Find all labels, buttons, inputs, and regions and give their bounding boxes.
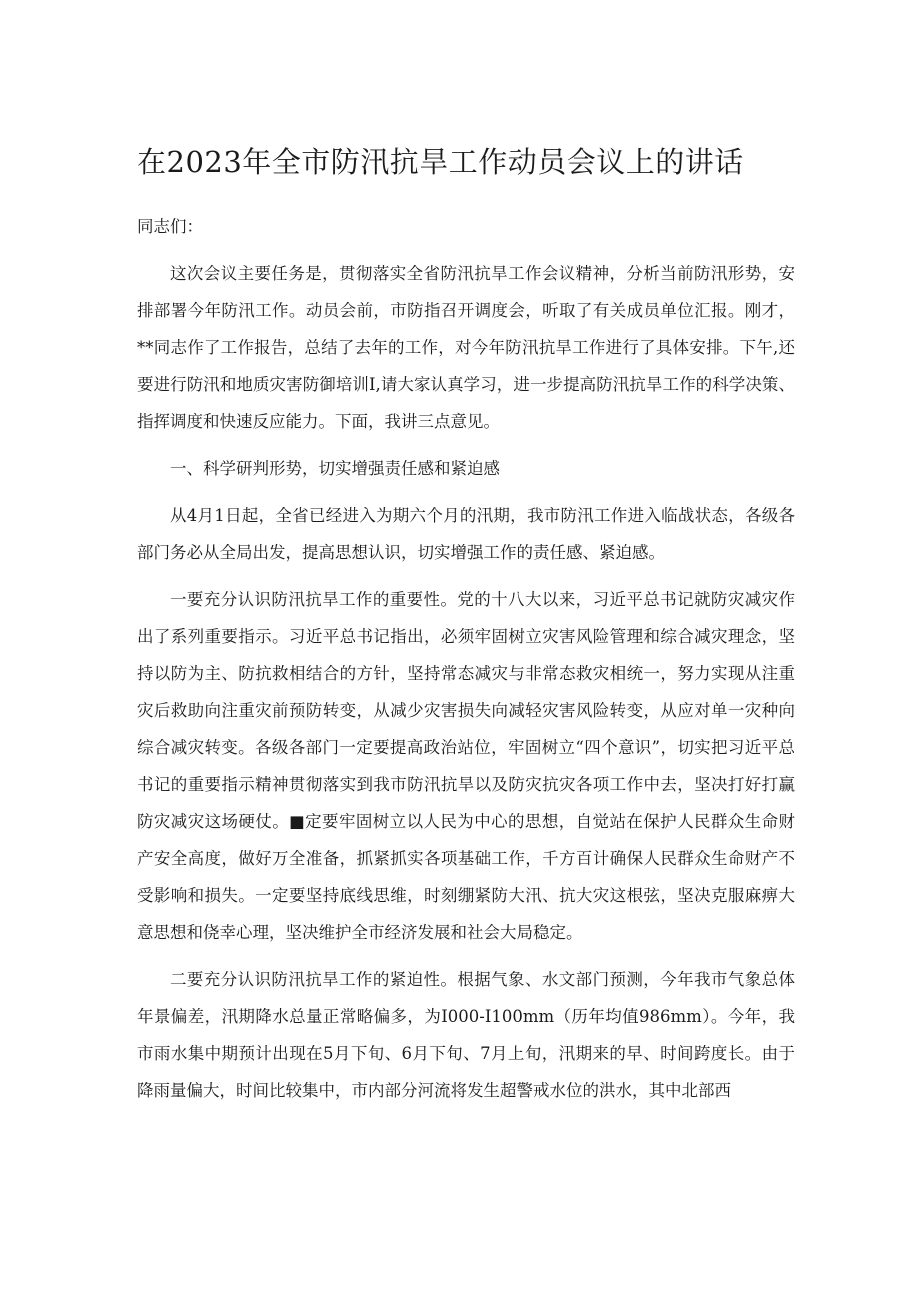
paragraph-urgency: 二要充分认识防汛抗旱工作的紧迫性。根据气象、水文部门预测，今年我市气象总体年景偏差，汛期降水总量正常略偏多，为I000-I100mm（历年均值986mm）。今年，我市雨水集中期预计出现在5月下旬、6月下旬、7月上旬，汛期来的早、时间跨度长。由于降雨量偏大，时间比较集中，市内部分河流将发生超警戒水位的洪水，其中北部西 [137, 970, 795, 1100]
paragraph-flood-season: 从4月1日起，全省已经进入为期六个月的汛期，我市防汛工作进入临战状态，各级各部门务必从全局出发，提高思想认识，切实增强工作的责任感、紧迫感。 [137, 506, 795, 562]
document-body [137, 208, 795, 1119]
document-title: 在2023年全市防汛抗旱工作动员会议上的讲话 [137, 145, 744, 179]
salutation: 同志们： [137, 217, 203, 236]
section-heading-1: 一、科学研判形势，切实增强责任感和紧迫感 [170, 459, 500, 478]
paragraph-intro: 这次会议主要任务是，贯彻落实全省防汛抗旱工作会议精神，分析当前防汛形势，安排部署今年防汛工作。动员会前，市防指召开调度会，听取了有关成员单位汇报。刚才，**同志作了工作报告，总结了去年的工作，对今年防汛抗旱工作进行了具体安排。下午,还要进行防汛和地质灾害防御培训I,请大家认真学习，进一步提高防汛抗旱工作的科学决策、指挥调度和快速反应能力。下面，我讲三点意见。 [137, 264, 795, 431]
paragraph-importance: 一要充分认识防汛抗旱工作的重要性。党的十八大以来，习近平总书记就防灾减灾作出了系列重要指示。习近平总书记指出，必须牢固树立灾害风险管理和综合减灾理念，坚持以防为主、防抗救相结合的方针，坚持常态减灾与非常态救灾相统一，努力实现从注重灾后救助向注重灾前预防转变，从减少灾害损失向减轻灾害风险转变，从应对单一灾种向综合减灾转变。各级各部门一定要提高政治站位，牢固树立“四个意识”，切实把习近平总书记的重要指示精神贯彻落实到我市防汛抗旱以及防灾抗灾各项工作中去，坚决打好打赢防灾减灾这场硬仗。■定要牢固树立以人民为中心的思想，自觉站在保护人民群众生命财产安全高度，做好万全准备，抓紧抓实各项基础工作，千方百计确保人民群众生命财产不受影响和损失。一定要坚持底线思维，时刻绷紧防大汛、抗大灾这根弦，坚决克服麻痹大意思想和侥幸心理，坚决维护全市经济发展和社会大局稳定。 [137, 590, 795, 942]
